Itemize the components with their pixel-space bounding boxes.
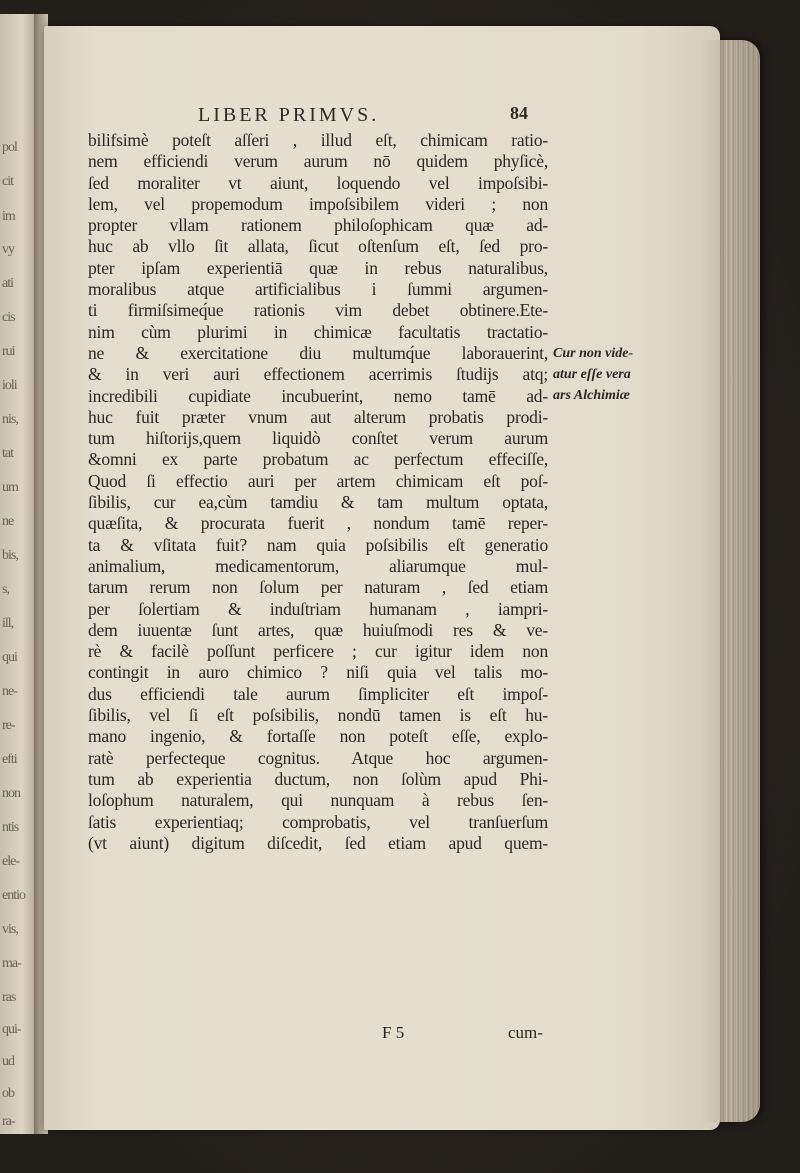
text-line: ſed moraliter vt aiunt, loquendo vel impoſsibi- (88, 172, 548, 193)
text-line: ne & exercitatione diu multumq́ue laborauerint, (88, 342, 548, 363)
text-line: bilifsimè poteſt aſſeri , illud eſt, chimicam ratio- (88, 130, 548, 150)
prev-page-fragment: ele- (2, 854, 19, 869)
prev-page-fragment: im (2, 209, 15, 224)
text-line: animalium, medicamentorum, aliarumque mul- (88, 555, 548, 576)
text-line: ti firmiſsimeq́ue rationis vim debet obtinere.Ete- (88, 300, 548, 321)
prev-page-fragment: ras (2, 990, 16, 1005)
catchword: cum- (508, 1023, 543, 1042)
prev-page-fragment: ne (2, 514, 14, 529)
text-line: Quod ſi effectio auri per artem chimicam eſt poſ- (88, 470, 548, 491)
marginal-note-line: ars Alchimiæ (553, 388, 630, 403)
text-line: ratè perfecteque cognitus. Atque hoc argumen- (88, 747, 548, 768)
text-line: lem, vel propemodum impoſsibilem videri ; non (88, 193, 548, 214)
prev-page-fragment: non (2, 786, 20, 801)
prev-page-fragment: nis, (2, 412, 18, 427)
text-line: rè & facilè poſſunt perficere ; cur igitur idem non (88, 641, 548, 662)
page-number: 84 (510, 103, 528, 123)
text-line: pter ipſam experientiā quæ in rebus naturalibus, (88, 257, 548, 278)
prev-page-fragment: ill, (2, 616, 14, 631)
prev-page-fragment: rui (2, 344, 15, 359)
text-line: (vt aiunt) digitum diſcedit, ſed etiam apud quem- (88, 832, 548, 853)
text-line: incredibili cupidiate incubuerint, nemo tamē ad- (88, 385, 548, 406)
body-text (88, 130, 548, 854)
prev-page-fragment: ra- (2, 1114, 15, 1129)
text-line: ſibilis, vel ſi eſt poſsibilis, nondū tamen is eſt hu- (88, 705, 548, 726)
prev-page-fragment: vy (2, 242, 14, 257)
prev-page-fragment: s, (2, 582, 9, 597)
page-edges-shade (700, 40, 760, 1122)
marginal-note (553, 343, 633, 406)
prev-page-fragment: um (2, 480, 18, 495)
text-line: per ſolertiam & induſtriam humanam , iampri- (88, 598, 548, 619)
text-line: mano ingenio, & fortaſſe non poteſt eſſe, explo- (88, 726, 548, 747)
prev-page-fragment: qui- (2, 1022, 21, 1037)
prev-page-fragment: entio (2, 888, 25, 903)
prev-page-fragment: qui (2, 650, 17, 665)
prev-page-fragment: ma- (2, 956, 21, 971)
text-line: tum hiſtorijs,quem liquidò conſtet verum aurum (88, 428, 548, 449)
marginal-note-line: Cur non vide- (553, 346, 634, 361)
text-line: nem efficiendi verum aurum nō quidem phyſicè, (88, 151, 548, 172)
text-line: ta & vſitata fuit? nam quia poſsibilis eſt generatio (88, 534, 548, 555)
text-line: ſatis experientiaq; comprobatis, vel tranſuerſum (88, 811, 548, 832)
text-line: dem iuuentæ ſunt artes, quæ huiuſmodi res & ve- (88, 619, 548, 640)
running-head: LIBER PRIMVS. (198, 104, 380, 126)
text-line: & in veri auri effectionem acerrimis ſtudijs atq; (88, 364, 548, 385)
prev-page-fragment: bis, (2, 548, 18, 563)
text-line: propter vllam rationem philoſophicam quæ ad- (88, 215, 548, 236)
signature-mark: F 5 (382, 1023, 405, 1042)
text-line: tum ab experientia ductum, non ſolùm apud Phi- (88, 768, 548, 789)
text-line: nim cùm plurimi in chimicæ facultatis tractatio- (88, 321, 548, 342)
text-line: ſibilis, cur ea,cùm tamdiu & tam multum optata, (88, 492, 548, 513)
text-line: loſophum naturalem, qui nunquam à rebus ſen- (88, 790, 548, 811)
text-line: moralibus atque artificialibus i ſummi argumen- (88, 279, 548, 300)
prev-page-fragment: ioli (2, 378, 17, 393)
prev-page-fragment: tat (2, 446, 13, 461)
text-line: huc ab vllo ſit allata, ſicut oſtenſum eſt, ſed pro- (88, 236, 548, 257)
text-line: quæſita, & procurata fuerit , nondum tamē reper- (88, 513, 548, 534)
prev-page-fragment: cit (2, 174, 13, 189)
text-line: tarum rerum non ſolum per naturam , ſed etiam (88, 577, 548, 598)
prev-page-fragment: ne- (2, 684, 17, 699)
text-line: dus efficiendi tale aurum ſimpliciter eſt impoſ- (88, 683, 548, 704)
prev-page-fragment: ati (2, 276, 13, 291)
text-line: contingit in auro chimico ? niſi quia vel talis mo- (88, 662, 548, 683)
prev-page-fragment: ob (2, 1086, 14, 1101)
prev-page-fragment: ud (2, 1054, 14, 1069)
prev-page-fragment: re- (2, 718, 15, 733)
prev-page-fragment: cis (2, 310, 15, 325)
text-line: huc fuit præter vnum aut alterum probatis prodi- (88, 406, 548, 427)
prev-page-fragment: vis, (2, 922, 18, 937)
text-line: &omni ex parte probatum ac perfectum effeciſſe, (88, 449, 548, 470)
marginal-note-line: atur eſſe vera (553, 367, 631, 382)
prev-page-fragment: ntis (2, 820, 19, 835)
prev-page-fragment: efti (2, 752, 17, 767)
prev-page-fragment: pol (2, 140, 17, 155)
